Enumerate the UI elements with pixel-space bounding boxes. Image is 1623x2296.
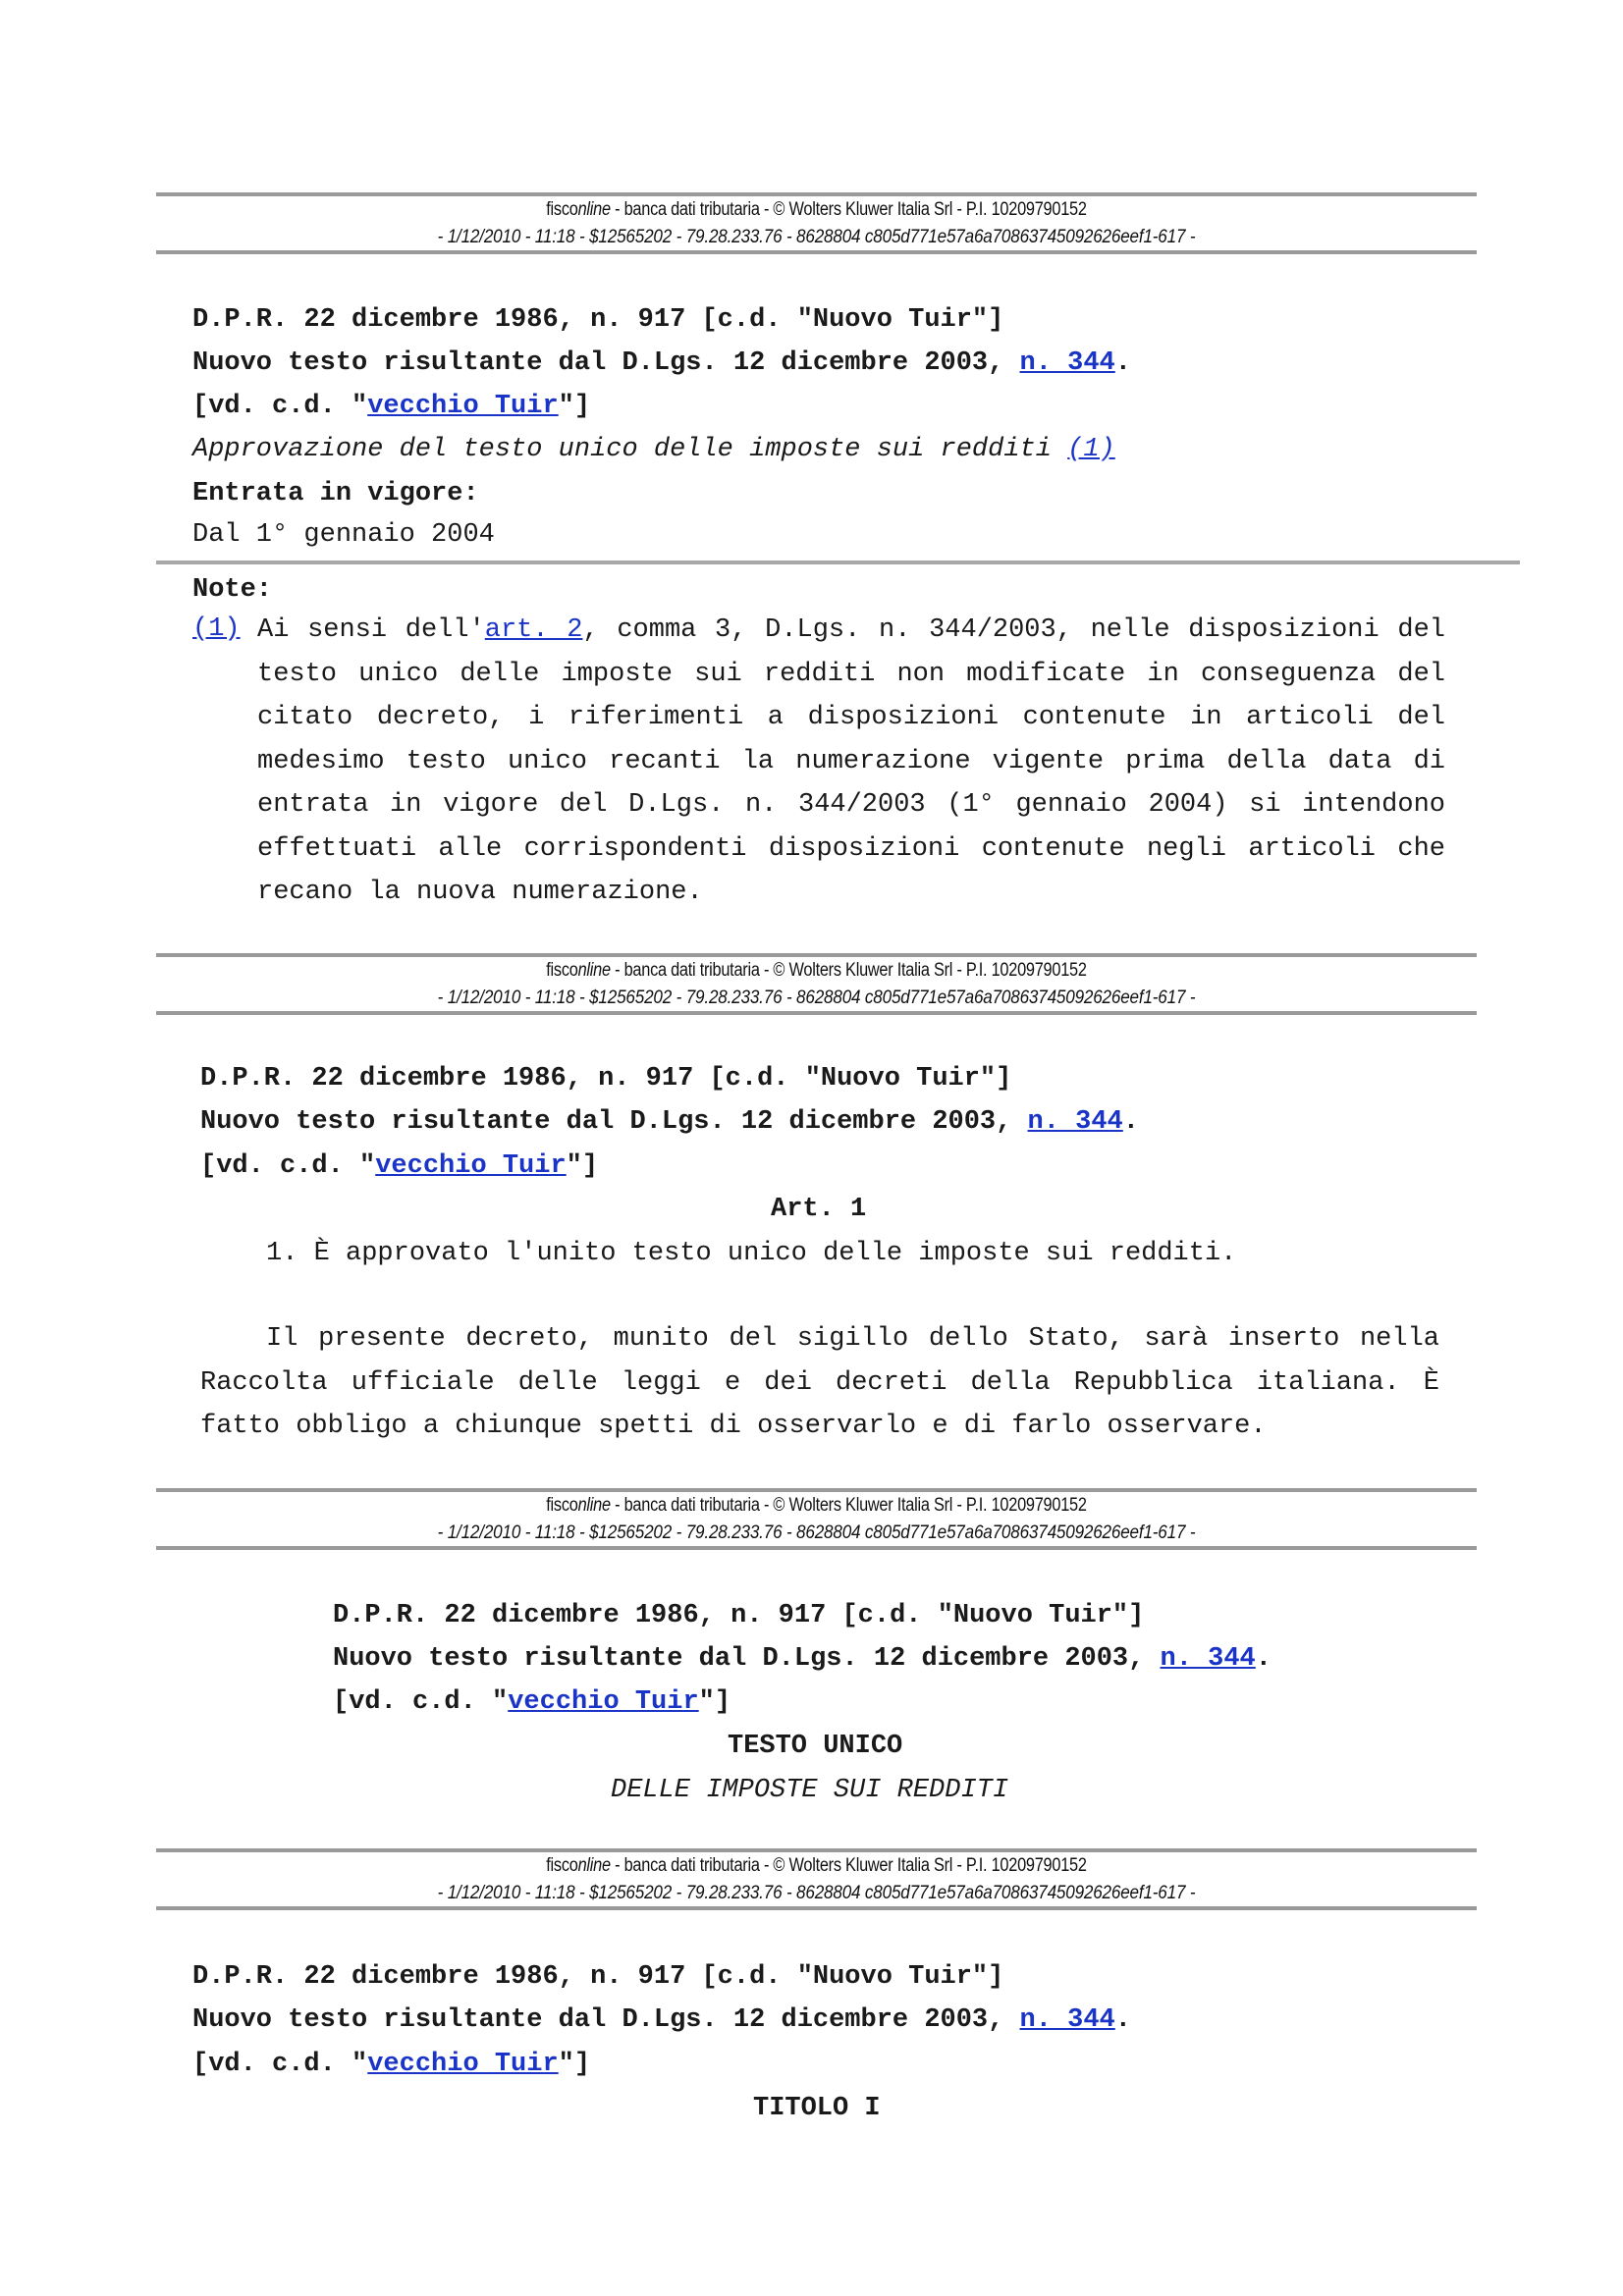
- doc-subtitle-text: Nuovo testo risultante dal D.Lgs. 12 dicembre 2003,: [200, 1107, 1028, 1137]
- doc-subtitle-end: .: [1255, 1644, 1271, 1674]
- vd-pre: [vd. c.d. ": [192, 2050, 368, 2079]
- page-banner: [156, 192, 1477, 254]
- doc-subtitle: [200, 1109, 1139, 1136]
- vd-reference: [192, 2052, 590, 2078]
- vd-reference: [192, 394, 590, 420]
- banner-brand-suffix: nline: [577, 199, 611, 220]
- section-heading: TESTO UNICO: [728, 1732, 903, 1761]
- banner-copyright: - banca dati tributaria - © Wolters Kluwer Italia Srl - P.I. 10209790152: [610, 960, 1087, 981]
- banner-brand-prefix: fisco: [546, 199, 578, 220]
- banner-line-2: - 1/12/2010 - 11:18 - $12565202 - 79.28.233.76 - 8628804 c805d771e57a6a70863745092626eef1-617 -: [437, 988, 1196, 1008]
- doc-subtitle: [192, 350, 1131, 377]
- doc-subtitle: [192, 2007, 1131, 2034]
- entry-into-force-label: Entrata in vigore:: [192, 479, 479, 508]
- banner-brand-prefix: fisco: [546, 1495, 578, 1516]
- page-banner: [156, 953, 1477, 1015]
- doc-subtitle-end: .: [1114, 2005, 1131, 2035]
- doc-subtitle-text: Nuovo testo risultante dal D.Lgs. 12 dicembre 2003,: [192, 2005, 1020, 2035]
- banner-line-2: - 1/12/2010 - 11:18 - $12565202 - 79.28.233.76 - 8628804 c805d771e57a6a70863745092626eef1-617 -: [437, 227, 1196, 247]
- doc-description-text: Approvazione del testo unico delle imposte sui redditi: [192, 435, 1068, 464]
- note-1-anchor-text[interactable]: (1): [192, 614, 241, 644]
- doc-subtitle: [333, 1646, 1271, 1673]
- banner-brand-prefix: fisco: [546, 960, 578, 981]
- article-heading: Art. 1: [771, 1195, 867, 1224]
- doc-title: D.P.R. 22 dicembre 1986, n. 917 [c.d. "Nuovo Tuir"]: [192, 305, 1004, 335]
- banner-line-1: [248, 1495, 1384, 1517]
- law-344-link[interactable]: n. 344: [1019, 348, 1115, 378]
- closing-paragraph: Il presente decreto, munito del sigillo dello Stato, sarà inserto nella Raccolta ufficiale delle leggi e dei decreti della Repubblica italiana. È fatto obbligo a chiunque spetti di osservarlo e di farlo osservare.: [200, 1324, 1439, 1441]
- vd-pre: [vd. c.d. ": [200, 1151, 376, 1181]
- vd-post: "]: [566, 1151, 599, 1181]
- banner-line-1: [248, 1855, 1384, 1877]
- vd-post: "]: [558, 2050, 591, 2079]
- doc-title: D.P.R. 22 dicembre 1986, n. 917 [c.d. "Nuovo Tuir"]: [333, 1601, 1145, 1630]
- note-1-rest: , comma 3, D.Lgs. n. 344/2003, nelle disposizioni del testo unico delle imposte sui redditi non modificate in conseguenza del citato decreto, i riferimenti a disposizioni contenute in articoli del medesimo testo unico recanti la numerazione vigente prima della data di entrata in vigore del D.Lgs. n. 344/2003 (1° gennaio 2004) si intendono effettuati alle corrispondenti disposizioni contenute negli articoli che recano la nuova numerazione.: [257, 615, 1445, 907]
- note-1-anchor[interactable]: [192, 616, 241, 643]
- doc-subtitle-text: Nuovo testo risultante dal D.Lgs. 12 dicembre 2003,: [192, 348, 1020, 378]
- doc-description: [192, 437, 1115, 463]
- doc-title: D.P.R. 22 dicembre 1986, n. 917 [c.d. "Nuovo Tuir"]: [200, 1064, 1012, 1094]
- vd-pre: [vd. c.d. ": [192, 392, 368, 421]
- page-banner: [156, 1848, 1477, 1910]
- entry-into-force-value: Dal 1° gennaio 2004: [192, 520, 495, 550]
- vd-reference: [333, 1689, 730, 1716]
- vd-post: "]: [698, 1687, 731, 1717]
- doc-title: D.P.R. 22 dicembre 1986, n. 917 [c.d. "Nuovo Tuir"]: [192, 1962, 1004, 1992]
- banner-copyright: - banca dati tributaria - © Wolters Kluwer Italia Srl - P.I. 10209790152: [610, 1495, 1087, 1516]
- banner-brand-prefix: fisco: [546, 1855, 578, 1876]
- note-1-text: [257, 609, 1445, 915]
- section-subheading: DELLE IMPOSTE SUI REDDITI: [611, 1776, 1009, 1805]
- banner-line-1: [248, 199, 1384, 221]
- banner-brand-suffix: nline: [577, 1495, 611, 1516]
- doc-subtitle-end: .: [1122, 1107, 1139, 1137]
- page-banner: [156, 1488, 1477, 1550]
- banner-copyright: - banca dati tributaria - © Wolters Kluwer Italia Srl - P.I. 10209790152: [610, 1855, 1087, 1876]
- title-heading: TITOLO I: [753, 2094, 881, 2123]
- banner-brand-suffix: nline: [577, 960, 611, 981]
- law-344-link[interactable]: n. 344: [1160, 1644, 1256, 1674]
- doc-subtitle-text: Nuovo testo risultante dal D.Lgs. 12 dicembre 2003,: [333, 1644, 1161, 1674]
- note-1-ref-link[interactable]: (1): [1067, 435, 1115, 464]
- vd-reference: [200, 1153, 598, 1180]
- banner-brand-suffix: nline: [577, 1855, 611, 1876]
- law-344-link[interactable]: n. 344: [1019, 2005, 1115, 2035]
- divider: [156, 561, 1520, 564]
- banner-line-2: - 1/12/2010 - 11:18 - $12565202 - 79.28.233.76 - 8628804 c805d771e57a6a70863745092626eef1-617 -: [437, 1522, 1196, 1543]
- vecchio-tuir-link[interactable]: vecchio Tuir: [367, 2050, 559, 2079]
- vd-post: "]: [558, 392, 591, 421]
- vd-pre: [vd. c.d. ": [333, 1687, 509, 1717]
- law-344-link[interactable]: n. 344: [1027, 1107, 1123, 1137]
- vecchio-tuir-link[interactable]: vecchio Tuir: [375, 1151, 567, 1181]
- doc-subtitle-end: .: [1114, 348, 1131, 378]
- vecchio-tuir-link[interactable]: vecchio Tuir: [367, 392, 559, 421]
- banner-line-1: [248, 960, 1384, 982]
- note-1-pre: Ai sensi dell': [257, 615, 485, 645]
- art-2-link[interactable]: art. 2: [484, 615, 583, 645]
- article-clause: 1. È approvato l'unito testo unico delle imposte sui redditi.: [266, 1239, 1237, 1268]
- vecchio-tuir-link[interactable]: vecchio Tuir: [508, 1687, 699, 1717]
- banner-line-2: - 1/12/2010 - 11:18 - $12565202 - 79.28.233.76 - 8628804 c805d771e57a6a70863745092626eef1-617 -: [437, 1883, 1196, 1903]
- banner-copyright: - banca dati tributaria - © Wolters Kluwer Italia Srl - P.I. 10209790152: [610, 199, 1087, 220]
- notes-label: Note:: [192, 575, 273, 605]
